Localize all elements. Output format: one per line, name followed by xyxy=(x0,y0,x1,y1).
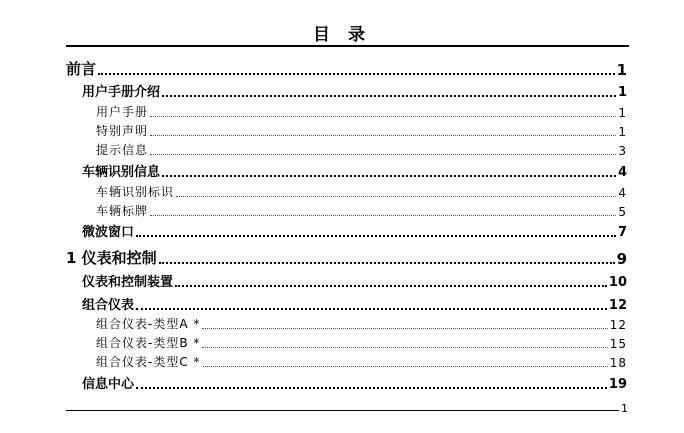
toc-entry-page: 10 xyxy=(608,275,627,290)
toc-entry-label: 用户手册 xyxy=(96,105,149,119)
toc-entry-notice-info[interactable] xyxy=(0,142,684,158)
toc-entry-user-manual[interactable] xyxy=(0,104,684,120)
toc-entry-label: 车辆识别信息 xyxy=(82,165,161,180)
dot-leader xyxy=(175,284,607,287)
dot-leader xyxy=(136,234,616,237)
page-title: 目 录 xyxy=(313,25,371,45)
dot-leader xyxy=(136,386,607,389)
toc-entry-label: 组合仪表-类型C * xyxy=(96,355,201,369)
page-number: 1 xyxy=(621,402,628,415)
dot-leader xyxy=(176,195,616,197)
toc-entry-instrument-cluster[interactable] xyxy=(0,295,684,313)
toc-entry-label: 特别声明 xyxy=(96,124,149,138)
toc-entry-chapter-1[interactable] xyxy=(0,248,684,268)
dot-leader xyxy=(136,307,607,310)
toc-entry-info-center[interactable] xyxy=(0,374,684,392)
dot-leader xyxy=(150,134,616,136)
toc-entry-page: 1 xyxy=(618,106,627,120)
dot-leader xyxy=(98,72,615,75)
toc-entry-label: 提示信息 xyxy=(96,143,149,157)
toc-entry-preface[interactable] xyxy=(0,59,684,79)
toc-entry-label: 仪表和控制装置 xyxy=(82,275,174,290)
toc-entry-page: 4 xyxy=(618,186,627,200)
toc-entry-label: 组合仪表-类型A * xyxy=(96,317,201,331)
toc-entry-page: 12 xyxy=(608,298,627,313)
toc-entry-cluster-type-a[interactable] xyxy=(0,316,684,332)
toc-entry-page: 1 xyxy=(616,61,627,79)
dot-leader xyxy=(150,214,616,216)
toc-entry-manual-intro[interactable] xyxy=(0,82,684,100)
toc-entry-cluster-type-b[interactable] xyxy=(0,335,684,351)
toc-entry-page: 5 xyxy=(618,205,627,219)
toc-entry-label: 车辆识别标识 xyxy=(96,185,175,199)
toc-entry-page: 3 xyxy=(618,144,627,158)
footer-divider xyxy=(66,410,619,411)
dot-leader xyxy=(203,365,608,367)
toc-entry-page: 18 xyxy=(609,356,627,370)
toc-entry-page: 1 xyxy=(617,85,627,100)
toc-entry-label: 前言 xyxy=(66,60,97,78)
toc-entry-label: 用户手册介绍 xyxy=(82,85,161,100)
toc-entry-label: 组合仪表 xyxy=(82,298,135,313)
toc-entry-microwave-window[interactable] xyxy=(0,222,684,240)
toc-entry-label: 组合仪表-类型B * xyxy=(96,336,201,350)
toc-entry-label: 车辆标牌 xyxy=(96,204,149,218)
toc-entry-cluster-type-c[interactable] xyxy=(0,354,684,370)
toc-entry-page: 9 xyxy=(616,250,627,268)
toc-entry-instruments-controls[interactable] xyxy=(0,272,684,290)
toc-entry-label: 1 仪表和控制 xyxy=(66,249,157,267)
toc-entry-vehicle-id-info[interactable] xyxy=(0,162,684,180)
toc-entry-label: 信息中心 xyxy=(82,377,135,392)
toc-entry-vehicle-plate[interactable] xyxy=(0,203,684,219)
dot-leader xyxy=(202,327,607,329)
dot-leader xyxy=(162,174,616,177)
dot-leader xyxy=(150,153,616,155)
toc-entry-vehicle-id-mark[interactable] xyxy=(0,184,684,200)
toc-entry-page: 19 xyxy=(608,377,627,392)
toc-entry-page: 7 xyxy=(617,225,627,240)
toc-entry-page: 4 xyxy=(617,165,627,180)
dot-leader xyxy=(150,115,616,117)
toc-entry-page: 15 xyxy=(609,337,627,351)
dot-leader xyxy=(162,94,616,97)
toc-entry-label: 微波窗口 xyxy=(82,225,135,240)
toc-entry-special-statement[interactable] xyxy=(0,123,684,139)
toc-entry-page: 12 xyxy=(609,318,627,332)
dot-leader xyxy=(159,261,615,264)
dot-leader xyxy=(202,346,607,348)
toc-entry-page: 1 xyxy=(618,125,627,139)
